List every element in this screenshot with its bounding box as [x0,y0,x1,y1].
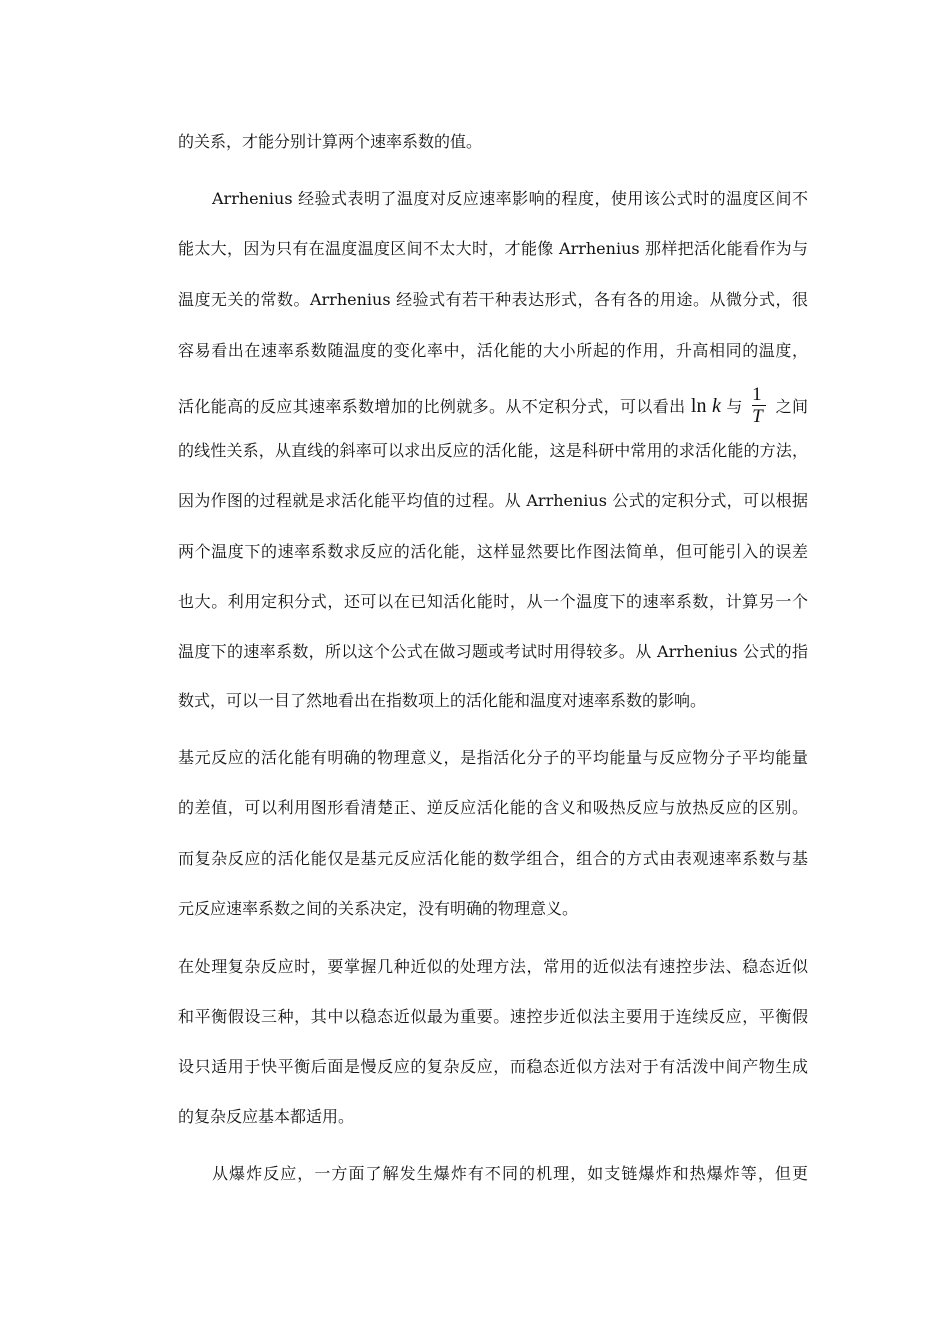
paragraph-line: 元反应速率系数之间的关系决定，没有明确的物理意义。 [178,899,579,918]
paragraph-line: 两个温度下的速率系数求反应的活化能，这样显然要比作图法简单，但可能引入的误差 [178,542,808,561]
paragraph-line: 设只适用于快平衡后面是慢反应的复杂反应，而稳态近似方法对于有活泼中间产物生成 [178,1057,808,1076]
conjunction-text: 与 [726,397,743,416]
paragraph-line: 也大。利用定积分式，还可以在已知活化能时，从一个温度下的速率系数，计算另一个 [178,592,808,611]
paragraph-line-with-formula [178,384,808,427]
paragraph-line: 的线性关系，从直线的斜率可以求出反应的活化能，这是科研中常用的求活化能的方法， [178,441,808,460]
paragraph-line: 基元反应的活化能有明确的物理意义，是指活化分子的平均能量与反应物分子平均能量 [178,748,808,767]
paragraph-line: 能太大，因为只有在温度温度区间不太大时，才能像 Arrhenius 那样把活化能看作为与 [178,239,808,258]
k-variable: k [711,395,721,417]
paragraph-line: 的差值，可以利用图形看清楚正、逆反应活化能的含义和吸热反应与放热反应的区别。 [178,798,808,817]
paragraph-line: 因为作图的过程就是求活化能平均值的过程。从 Arrhenius 公式的定积分式，可以根据 [178,491,808,510]
fraction-denominator: T [752,406,763,427]
paragraph-line: 容易看出在速率系数随温度的变化率中，活化能的大小所起的作用，升高相同的温度， [178,341,808,360]
paragraph-line: 在处理复杂反应时，要掌握几种近似的处理方法，常用的近似法有速控步法、稳态近似 [178,957,808,976]
paragraph-text: 之间 [775,397,808,416]
paragraph-text: 活化能高的反应其速率系数增加的比例就多。从不定积分式，可以看出 [178,397,686,416]
paragraph-line: 温度下的速率系数，所以这个公式在做习题或考试时用得较多。从 Arrhenius 公式的指 [178,642,808,661]
paragraph-line: 的关系，才能分别计算两个速率系数的值。 [178,132,483,151]
paragraph-line: 数式，可以一目了然地看出在指数项上的活化能和温度对速率系数的影响。 [178,691,707,710]
paragraph-line: 的复杂反应基本都适用。 [178,1107,355,1126]
paragraph-line: 而复杂反应的活化能仅是基元反应活化能的数学组合，组合的方式由表观速率系数与基 [178,849,808,868]
paragraph-line: 和平衡假设三种，其中以稳态近似最为重要。速控步近似法主要用于连续反应，平衡假 [178,1007,808,1026]
paragraph-line: 温度无关的常数。Arrhenius 经验式有若干种表达形式，各有各的用途。从微分式，很 [178,290,808,309]
fraction-one-over-t [752,385,766,426]
fraction-numerator: 1 [752,384,762,405]
paragraph-line: 从爆炸反应，一方面了解发生爆炸有不同的机理，如支链爆炸和热爆炸等，但更 [212,1164,808,1183]
ln-symbol: ln [690,395,707,417]
paragraph-line: Arrhenius 经验式表明了温度对反应速率影响的程度，使用该公式时的温度区间不 [212,189,808,208]
